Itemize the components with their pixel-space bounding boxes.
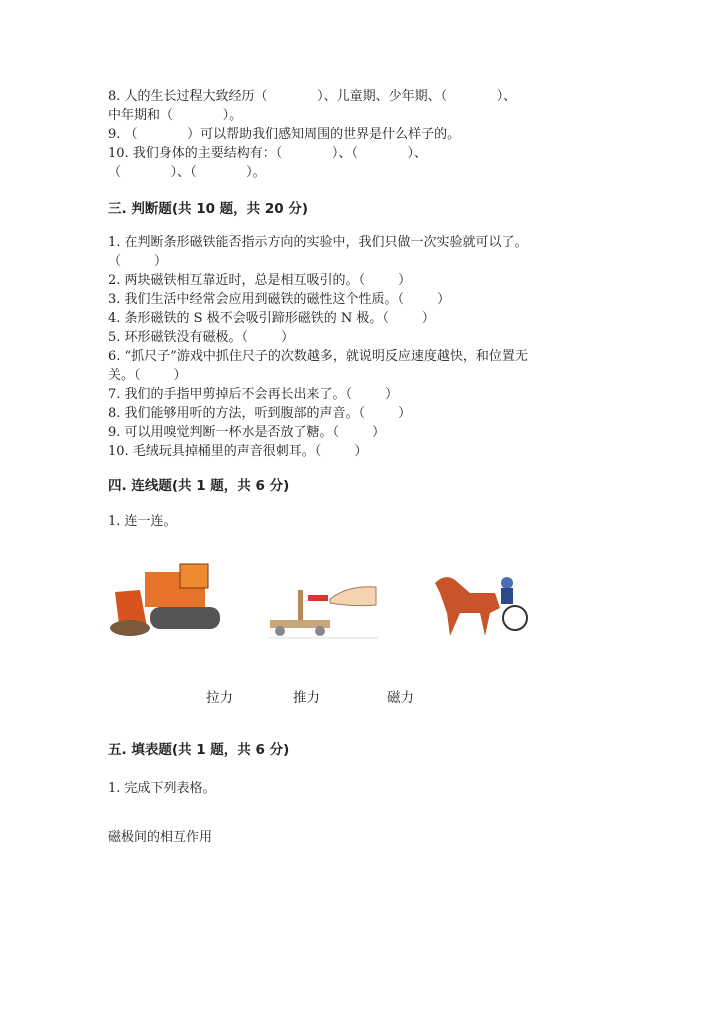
judgement-line: 9. 可以用嗅觉判断一杯水是否放了糖。（ ） [108,425,386,440]
judgement-line: （ ） [108,254,168,269]
table-title: 磁极间的相互作用 [108,830,213,845]
question-9: 9. （ ）可以帮助我们感知周围的世界是什么样子的。 [108,127,461,142]
question-8-line-2: 中年期和（ ）。 [108,108,243,123]
judgement-line: 2. 两块磁铁相互靠近时，总是相互吸引的。（ ） [108,273,412,288]
section-4-title: 四. 连线题(共 1 题，共 6 分) [108,478,290,494]
label-push-force: 推力 [293,690,320,706]
section-3-title: 三. 判断题(共 10 题，共 20 分) [108,201,309,217]
question-10-line-2: （ ）、（ ）。 [108,165,266,180]
horse-cart-image [425,568,530,640]
label-magnetic-force: 磁力 [387,690,414,706]
judgement-line: 7. 我们的手指甲剪掉后不会再长出来了。（ ） [108,387,399,402]
question-8-line-1: 8. 人的生长过程大致经历（ ）、儿童期、少年期、（ ）、 [108,89,517,104]
judgement-line: 1. 在判断条形磁铁能否指示方向的实验中，我们只做一次实验就可以了。 [108,235,528,250]
judgement-line: 关。（ ） [108,368,187,383]
question-10-line-1: 10. 我们身体的主要结构有：（ ）、（ ）、 [108,146,427,161]
judgement-line: 5. 环形磁铁没有磁极。（ ） [108,330,295,345]
section-4-question: 1. 连一连。 [108,514,177,529]
magnet-cart-image [268,575,380,643]
judgement-line: 4. 条形磁铁的 S 极不会吸引蹄形磁铁的 N 极。（ ） [108,311,435,326]
label-pull-force: 拉力 [206,690,233,706]
bulldozer-image [110,562,230,642]
section-5-title: 五. 填表题(共 1 题，共 6 分) [108,742,290,758]
section-5-question: 1. 完成下列表格。 [108,781,216,796]
judgement-line: 6. “抓尺子”游戏中抓住尺子的次数越多，就说明反应速度越快，和位置无 [108,349,528,364]
judgement-line: 8. 我们能够用听的方法，听到腹部的声音。（ ） [108,406,412,421]
judgement-line: 10. 毛绒玩具掉桶里的声音很刺耳。（ ） [108,444,368,459]
judgement-line: 3. 我们生活中经常会应用到磁铁的磁性这个性质。（ ） [108,292,451,307]
